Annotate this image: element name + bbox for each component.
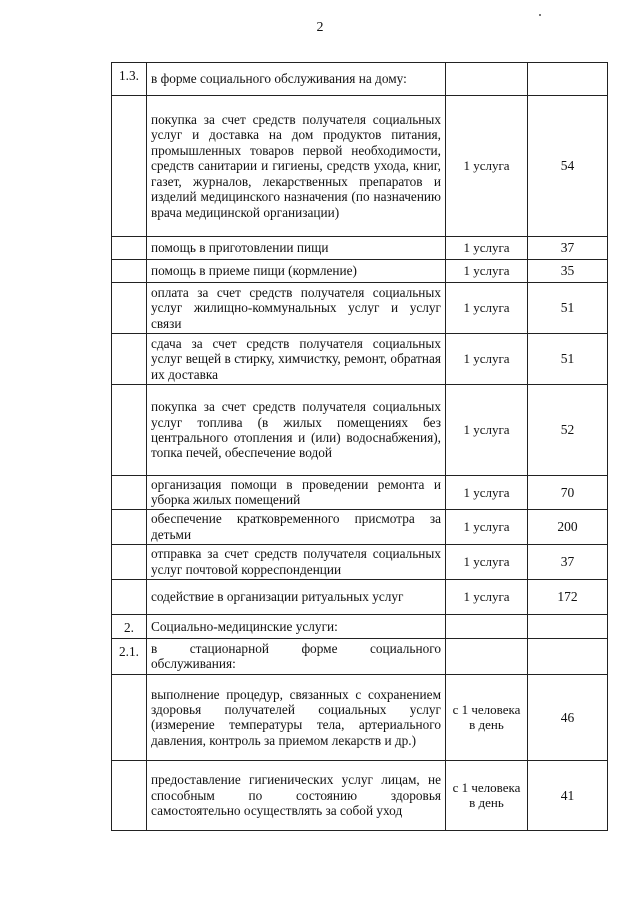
table-row — [112, 237, 608, 260]
service-price: 37 — [528, 544, 608, 579]
service-unit: 1 услуга — [446, 283, 528, 334]
service-price: 51 — [528, 334, 608, 385]
tariff-table — [111, 62, 608, 831]
row-number — [112, 283, 147, 334]
service-price: 41 — [528, 760, 608, 830]
service-name: покупка за счет средств получателя социальных услуг топлива (в жилых помещениях без центрального отопления и (или) водоснабжения), топка печей, обеспечение водой — [147, 385, 446, 476]
service-unit: 1 услуга — [446, 237, 528, 260]
service-unit — [446, 638, 528, 674]
service-unit: 1 услуга — [446, 509, 528, 544]
service-unit: 1 услуга — [446, 579, 528, 614]
row-number: 1.3. — [112, 63, 147, 96]
table-row — [112, 96, 608, 237]
service-price — [528, 614, 608, 638]
service-name: отправка за счет средств получателя социальных услуг почтовой корреспонденции — [147, 544, 446, 579]
table-row — [112, 614, 608, 638]
service-unit — [446, 63, 528, 96]
service-unit: 1 услуга — [446, 334, 528, 385]
table-row — [112, 385, 608, 476]
service-unit: 1 услуга — [446, 260, 528, 283]
service-name: обеспечение кратковременного присмотра за детьми — [147, 509, 446, 544]
service-price: 37 — [528, 237, 608, 260]
service-price — [528, 638, 608, 674]
table-row — [112, 334, 608, 385]
table-row — [112, 260, 608, 283]
service-price: 35 — [528, 260, 608, 283]
service-price: 52 — [528, 385, 608, 476]
service-price: 54 — [528, 96, 608, 237]
service-price: 46 — [528, 674, 608, 760]
section-title: Социально-медицинские услуги: — [147, 614, 446, 638]
row-number — [112, 544, 147, 579]
row-number — [112, 385, 147, 476]
service-name: организация помощи в проведении ремонта и уборка жилых помещений — [147, 476, 446, 510]
table-row — [112, 476, 608, 510]
service-price: 70 — [528, 476, 608, 510]
service-name: в форме социального обслуживания на дому: — [147, 63, 446, 96]
table-row — [112, 283, 608, 334]
service-name: сдача за счет средств получателя социальных услуг вещей в стирку, химчистку, ремонт, обратная их доставка — [147, 334, 446, 385]
service-unit: с 1 человека в день — [446, 760, 528, 830]
row-number — [112, 674, 147, 760]
row-number — [112, 476, 147, 510]
service-name: предоставление гигиенических услуг лицам, не способным по состоянию здоровья самостоятельно осуществлять за собой уход — [147, 760, 446, 830]
table-row — [112, 509, 608, 544]
page-number: 2 — [316, 20, 324, 35]
row-number — [112, 260, 147, 283]
row-number — [112, 237, 147, 260]
service-price: 200 — [528, 509, 608, 544]
service-name: покупка за счет средств получателя социальных услуг и доставка на дом продуктов питания, промышленных товаров первой необходимости, средств санитарии и гигиены, средств ухода, книг, газет, журналов, лекарственных препаратов и изделий медицинского назначения (по назначению врача медицинской организации) — [147, 96, 446, 237]
service-name: помощь в приеме пищи (кормление) — [147, 260, 446, 283]
row-number: 2.1. — [112, 638, 147, 674]
table-row — [112, 544, 608, 579]
service-unit: 1 услуга — [446, 544, 528, 579]
table-row — [112, 674, 608, 760]
service-name: выполнение процедур, связанных с сохранением здоровья получателей социальных услуг (измерение температуры тела, артериального давления, контроль за приемом лекарств и др.) — [147, 674, 446, 760]
service-price: 51 — [528, 283, 608, 334]
table-row — [112, 638, 608, 674]
service-name: оплата за счет средств получателя социальных услуг жилищно-коммунальных услуг и услуг связи — [147, 283, 446, 334]
service-unit: с 1 человека в день — [446, 674, 528, 760]
row-number — [112, 509, 147, 544]
service-unit — [446, 614, 528, 638]
service-unit: 1 услуга — [446, 476, 528, 510]
row-number — [112, 579, 147, 614]
service-price — [528, 63, 608, 96]
row-number — [112, 760, 147, 830]
table-row — [112, 579, 608, 614]
row-number: 2. — [112, 614, 147, 638]
service-price: 172 — [528, 579, 608, 614]
service-name: содействие в организации ритуальных услуг — [147, 579, 446, 614]
service-name: в стационарной форме социального обслуживания: — [147, 638, 446, 674]
row-number — [112, 334, 147, 385]
row-number — [112, 96, 147, 237]
service-unit: 1 услуга — [446, 385, 528, 476]
service-unit: 1 услуга — [446, 96, 528, 237]
table-row — [112, 63, 608, 96]
scan-dot — [539, 14, 541, 16]
service-name: помощь в приготовлении пищи — [147, 237, 446, 260]
table-row — [112, 760, 608, 830]
